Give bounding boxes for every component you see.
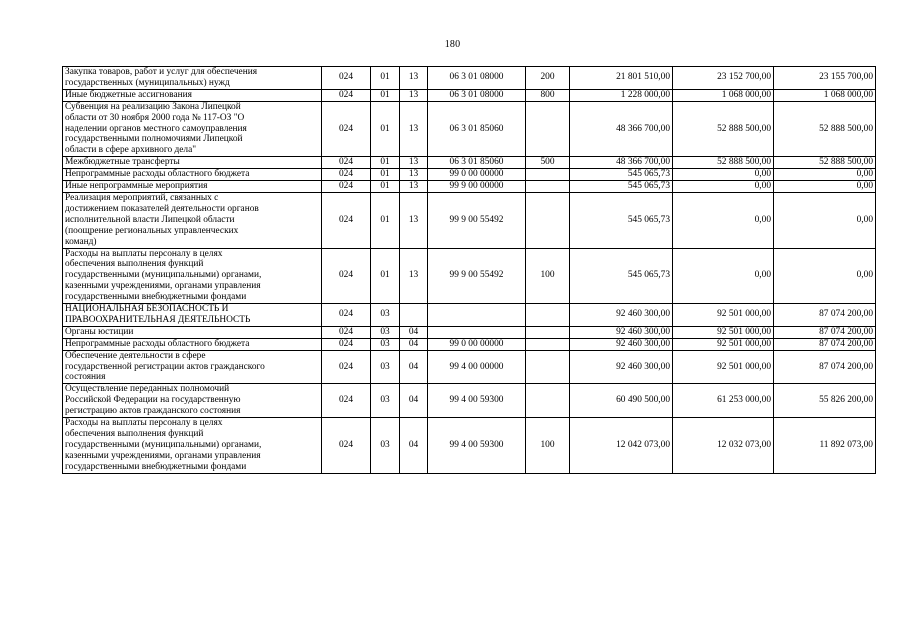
amount-year3-cell: 52 888 500,00 [774,101,876,157]
amount-year1-cell: 92 460 300,00 [570,350,673,384]
table-row [63,384,876,418]
amount-year3-cell: 87 074 200,00 [774,326,876,338]
item-name-line: государственными внебюджетными фондами [65,461,247,472]
amount-year2-cell: 0,00 [673,169,774,181]
amount-year2-cell: 23 152 700,00 [673,67,774,90]
item-name-cell [63,248,322,304]
item-name-line: казенными учреждениями, органами управления [65,450,261,461]
table-row [63,181,876,193]
section-cell: 01 [371,192,400,248]
table-row [63,157,876,169]
item-name-cell [63,67,322,90]
item-name-line: Субвенция на реализацию Закона Липецкой [65,101,241,112]
item-name-line: команд) [65,236,97,247]
item-name-cell [63,350,322,384]
amount-year1-cell: 92 460 300,00 [570,338,673,350]
amount-year2-cell: 52 888 500,00 [673,157,774,169]
item-name-line: области в сфере архивного дела" [65,145,197,156]
subsection-cell: 13 [400,89,428,101]
amount-year3-cell: 11 892 073,00 [774,418,876,474]
item-name-line: НАЦИОНАЛЬНАЯ БЕЗОПАСНОСТЬ И [65,304,229,315]
item-name-line: обеспечения выполнения функций [65,259,204,270]
item-name-line: Непрограммные расходы областного бюджета [65,338,250,349]
subsection-cell: 13 [400,101,428,157]
admin-code-cell: 024 [322,384,371,418]
amount-year3-cell: 23 155 700,00 [774,67,876,90]
table-row [63,101,876,157]
table-body [63,67,876,474]
item-name-line: (поощрение региональных управленческих [65,225,239,236]
subsection-cell: 13 [400,169,428,181]
amount-year2-cell: 0,00 [673,248,774,304]
amount-year2-cell: 0,00 [673,181,774,193]
item-name-line: Расходы на выплаты персоналу в целях [65,418,223,429]
section-cell: 01 [371,248,400,304]
admin-code-cell: 024 [322,157,371,169]
amount-year1-cell: 48 366 700,00 [570,101,673,157]
item-name-line: Реализация мероприятий, связанных с [65,192,219,203]
subsection-cell: 04 [400,326,428,338]
table-row [63,326,876,338]
item-name-line: Осуществление переданных полномочий [65,384,230,395]
item-name-line: обеспечения выполнения функций [65,429,204,439]
table-row [63,67,876,90]
amount-year2-cell: 92 501 000,00 [673,326,774,338]
item-name-cell [63,192,322,248]
item-name-line: Межбюджетные трансферты [65,157,180,168]
item-name-line: регистрацию актов гражданского состояния [65,406,241,417]
amount-year2-cell: 52 888 500,00 [673,101,774,157]
target-article-cell: 99 4 00 59300 [428,384,526,418]
expense-type-cell [526,338,570,350]
amount-year2-cell: 61 253 000,00 [673,384,774,418]
expense-type-cell: 100 [526,248,570,304]
expense-type-cell [526,350,570,384]
subsection-cell [400,304,428,327]
table-row [63,192,876,248]
admin-code-cell: 024 [322,169,371,181]
target-article-cell: 99 0 00 00000 [428,169,526,181]
amount-year3-cell: 87 074 200,00 [774,338,876,350]
expense-type-cell [526,384,570,418]
amount-year3-cell: 0,00 [774,248,876,304]
item-name-line: государственных (муниципальных) нужд [65,77,230,88]
item-name-line: Расходы на выплаты персоналу в целях [65,248,223,259]
amount-year3-cell: 1 068 000,00 [774,89,876,101]
subsection-cell: 04 [400,418,428,474]
item-name-cell [63,89,322,101]
target-article-cell: 99 4 00 59300 [428,418,526,474]
subsection-cell: 13 [400,67,428,90]
item-name-line: государственными (муниципальными) органами, [65,270,262,281]
table-row [63,248,876,304]
section-cell: 03 [371,338,400,350]
admin-code-cell: 024 [322,248,371,304]
table-row [63,89,876,101]
section-cell: 03 [371,418,400,474]
section-cell: 03 [371,350,400,384]
subsection-cell: 13 [400,192,428,248]
item-name-line: государственными полномочиями Липецкой [65,134,243,145]
admin-code-cell: 024 [322,418,371,474]
item-name-cell [63,338,322,350]
target-article-cell [428,326,526,338]
amount-year1-cell: 545 065,73 [570,192,673,248]
target-article-cell [428,304,526,327]
section-cell: 01 [371,181,400,193]
item-name-line: наделении органов местного самоуправления [65,123,247,134]
amount-year2-cell: 92 501 000,00 [673,338,774,350]
amount-year1-cell: 21 801 510,00 [570,67,673,90]
amount-year3-cell: 55 826 200,00 [774,384,876,418]
amount-year1-cell: 92 460 300,00 [570,326,673,338]
amount-year3-cell: 0,00 [774,181,876,193]
item-name-line: Органы юстиции [65,326,134,337]
expense-type-cell [526,326,570,338]
item-name-line: состояния [65,372,106,383]
section-cell: 03 [371,384,400,418]
amount-year1-cell: 48 366 700,00 [570,157,673,169]
table-row [63,418,876,474]
section-cell: 01 [371,67,400,90]
expense-type-cell [526,101,570,157]
table-row [63,169,876,181]
item-name-line: государственными внебюджетными фондами [65,292,247,303]
item-name-line: Обеспечение деятельности в сфере [65,350,206,361]
section-cell: 01 [371,89,400,101]
expense-type-cell [526,304,570,327]
item-name-cell [63,384,322,418]
expense-type-cell: 200 [526,67,570,90]
admin-code-cell: 024 [322,67,371,90]
expense-type-cell: 100 [526,418,570,474]
item-name-cell [63,101,322,157]
amount-year1-cell: 545 065,73 [570,181,673,193]
amount-year1-cell: 545 065,73 [570,169,673,181]
expense-type-cell: 500 [526,157,570,169]
amount-year3-cell: 87 074 200,00 [774,304,876,327]
subsection-cell: 04 [400,384,428,418]
target-article-cell: 06 3 01 08000 [428,67,526,90]
item-name-line: Российской Федерации на государственную [65,395,241,406]
target-article-cell: 99 9 00 55492 [428,192,526,248]
item-name-line: государственными (муниципальными) органами, [65,439,262,450]
target-article-cell: 06 3 01 85060 [428,157,526,169]
amount-year1-cell: 12 042 073,00 [570,418,673,474]
item-name-line: государственной регистрации актов гражданского [65,361,265,372]
admin-code-cell: 024 [322,338,371,350]
item-name-line: Иные бюджетные ассигнования [65,89,192,100]
target-article-cell: 99 9 00 55492 [428,248,526,304]
expense-type-cell: 800 [526,89,570,101]
target-article-cell: 06 3 01 85060 [428,101,526,157]
item-name-cell [63,326,322,338]
amount-year3-cell: 0,00 [774,192,876,248]
amount-year1-cell: 545 065,73 [570,248,673,304]
item-name-cell [63,418,322,474]
item-name-line: казенными учреждениями, органами управления [65,281,261,292]
item-name-cell [63,157,322,169]
section-cell: 03 [371,304,400,327]
item-name-cell [63,304,322,327]
item-name-line: ПРАВООХРАНИТЕЛЬНАЯ ДЕЯТЕЛЬНОСТЬ [65,314,251,325]
admin-code-cell: 024 [322,101,371,157]
admin-code-cell: 024 [322,326,371,338]
target-article-cell: 99 4 00 00000 [428,350,526,384]
subsection-cell: 13 [400,248,428,304]
item-name-line: достижением показателей деятельности органов [65,203,259,214]
target-article-cell: 06 3 01 08000 [428,89,526,101]
item-name-line: исполнительной власти Липецкой области [65,214,235,225]
subsection-cell: 13 [400,181,428,193]
section-cell: 01 [371,101,400,157]
amount-year1-cell: 1 228 000,00 [570,89,673,101]
expense-type-cell [526,181,570,193]
amount-year2-cell: 1 068 000,00 [673,89,774,101]
admin-code-cell: 024 [322,181,371,193]
item-name-line: Закупка товаров, работ и услуг для обеспечения [65,67,258,77]
section-cell: 01 [371,157,400,169]
amount-year2-cell: 92 501 000,00 [673,304,774,327]
item-name-line: Непрограммные расходы областного бюджета [65,169,250,180]
item-name-line: Иные непрограммные мероприятия [65,181,208,192]
expense-type-cell [526,192,570,248]
budget-table [62,66,876,474]
item-name-cell [63,169,322,181]
expense-type-cell [526,169,570,181]
amount-year2-cell: 92 501 000,00 [673,350,774,384]
admin-code-cell: 024 [322,304,371,327]
page-number: 180 [444,39,461,50]
amount-year3-cell: 52 888 500,00 [774,157,876,169]
admin-code-cell: 024 [322,89,371,101]
target-article-cell: 99 9 00 00000 [428,181,526,193]
subsection-cell: 04 [400,338,428,350]
target-article-cell: 99 0 00 00000 [428,338,526,350]
admin-code-cell: 024 [322,192,371,248]
amount-year1-cell: 60 490 500,00 [570,384,673,418]
amount-year3-cell: 87 074 200,00 [774,350,876,384]
amount-year2-cell: 12 032 073,00 [673,418,774,474]
section-cell: 01 [371,169,400,181]
amount-year1-cell: 92 460 300,00 [570,304,673,327]
table-row [63,350,876,384]
item-name-line: области от 30 ноября 2000 года № 117-ОЗ "О [65,112,245,123]
amount-year2-cell: 0,00 [673,192,774,248]
table-row [63,304,876,327]
subsection-cell: 13 [400,157,428,169]
subsection-cell: 04 [400,350,428,384]
table-row [63,338,876,350]
amount-year3-cell: 0,00 [774,169,876,181]
admin-code-cell: 024 [322,350,371,384]
section-cell: 03 [371,326,400,338]
item-name-cell [63,181,322,193]
